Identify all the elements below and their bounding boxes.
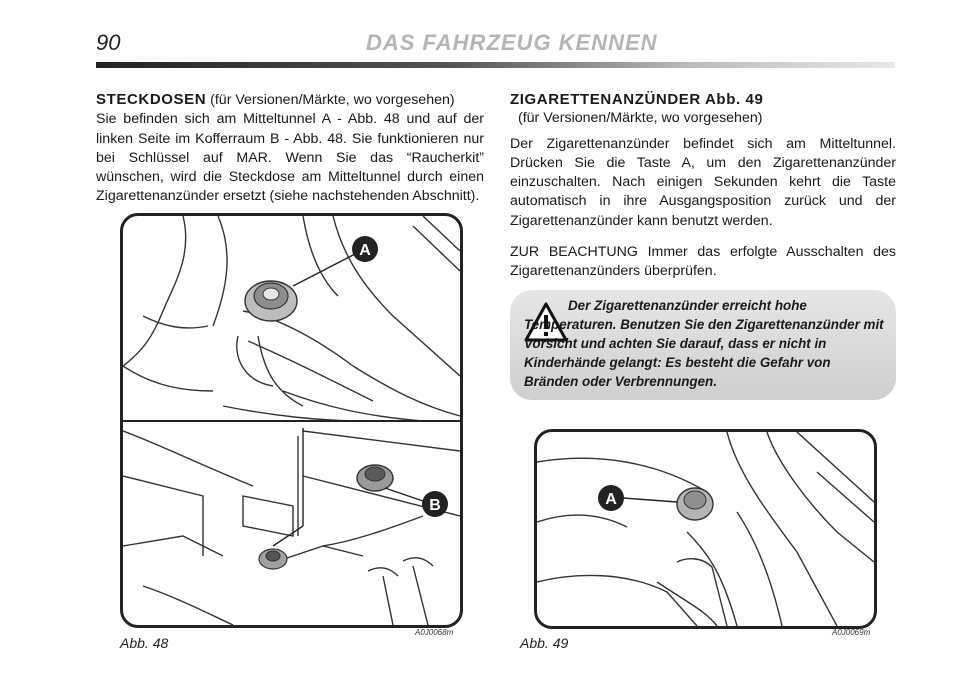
section-heading-steckdosen: STECKDOSEN	[96, 91, 207, 108]
label-a: A	[359, 242, 371, 259]
section-heading-note: (für Versionen/Märkte, wo vorgesehen)	[210, 92, 455, 108]
header-rule	[96, 62, 895, 68]
section-heading-note-right: (für Versionen/Märkte, wo vorgesehen)	[518, 110, 763, 127]
figure-49-caption: Abb. 49	[520, 635, 569, 651]
warning-message: Der Zigarettenanzünder erreicht hohe Temperaturen. Benutzen Sie den Zigarettenanzünder mit Vorsicht und achten Sie darauf, dass er nicht in Kinderhände gelangt: Es besteht die Gefahr von Bränden oder Verbrennungen.	[524, 298, 884, 389]
running-header-title: DAS FAHRZEUG KENNEN	[366, 30, 658, 55]
warning-box	[510, 290, 896, 400]
right-column	[510, 90, 896, 282]
label-b: B	[429, 497, 441, 514]
figure-49-drawing	[537, 432, 874, 626]
label-a-49: A	[605, 491, 617, 508]
steckdosen-body: Sie befinden sich am Mitteltunnel A - Abb. 48 und auf der linken Seite im Kofferraum B - Abb. 48. Sie funktionieren nur bei Schlüssel auf MAR. Wenn Sie das “Raucherkit” wünschen, wird die Steckdose am Mitteltunnel durch einen Zigarettenanzünder ersetzt (siehe nachstehenden Abschnitt).	[96, 111, 484, 205]
zigarettenanzuender-body: Der Zigarettenanzünder befindet sich am Mitteltunnel. Drücken Sie die Taste A, um den Zigarettenanzünder einzuschalten. Nach einigen Sekunden kehrt die Taste automatisch in ihre Ausgangsposition zurück und der Zigarettenanzünder kann benutzt werden.	[510, 135, 896, 229]
note-zur-beachtung: ZUR BEACHTUNG Immer das erfolgte Ausschalten des Zigarettenanzünders überprüfen.	[510, 244, 896, 280]
figure-48-illustration	[120, 213, 463, 628]
left-column	[96, 90, 484, 207]
socket-a-drawing	[245, 254, 355, 321]
figure-48-caption: Abb. 48	[120, 635, 169, 651]
figure-48-drawing	[123, 216, 460, 625]
page-number: 90	[96, 30, 121, 55]
warning-text	[524, 296, 884, 391]
figure-49-illustration	[534, 429, 877, 629]
section-heading-zigarettenanzuender: ZIGARETTENANZÜNDER Abb. 49	[510, 91, 764, 108]
figure-48-code: A0J0068m	[415, 628, 454, 637]
figure-49-code: A0J0069m	[832, 628, 871, 637]
steckdosen-heading-line	[96, 90, 484, 110]
